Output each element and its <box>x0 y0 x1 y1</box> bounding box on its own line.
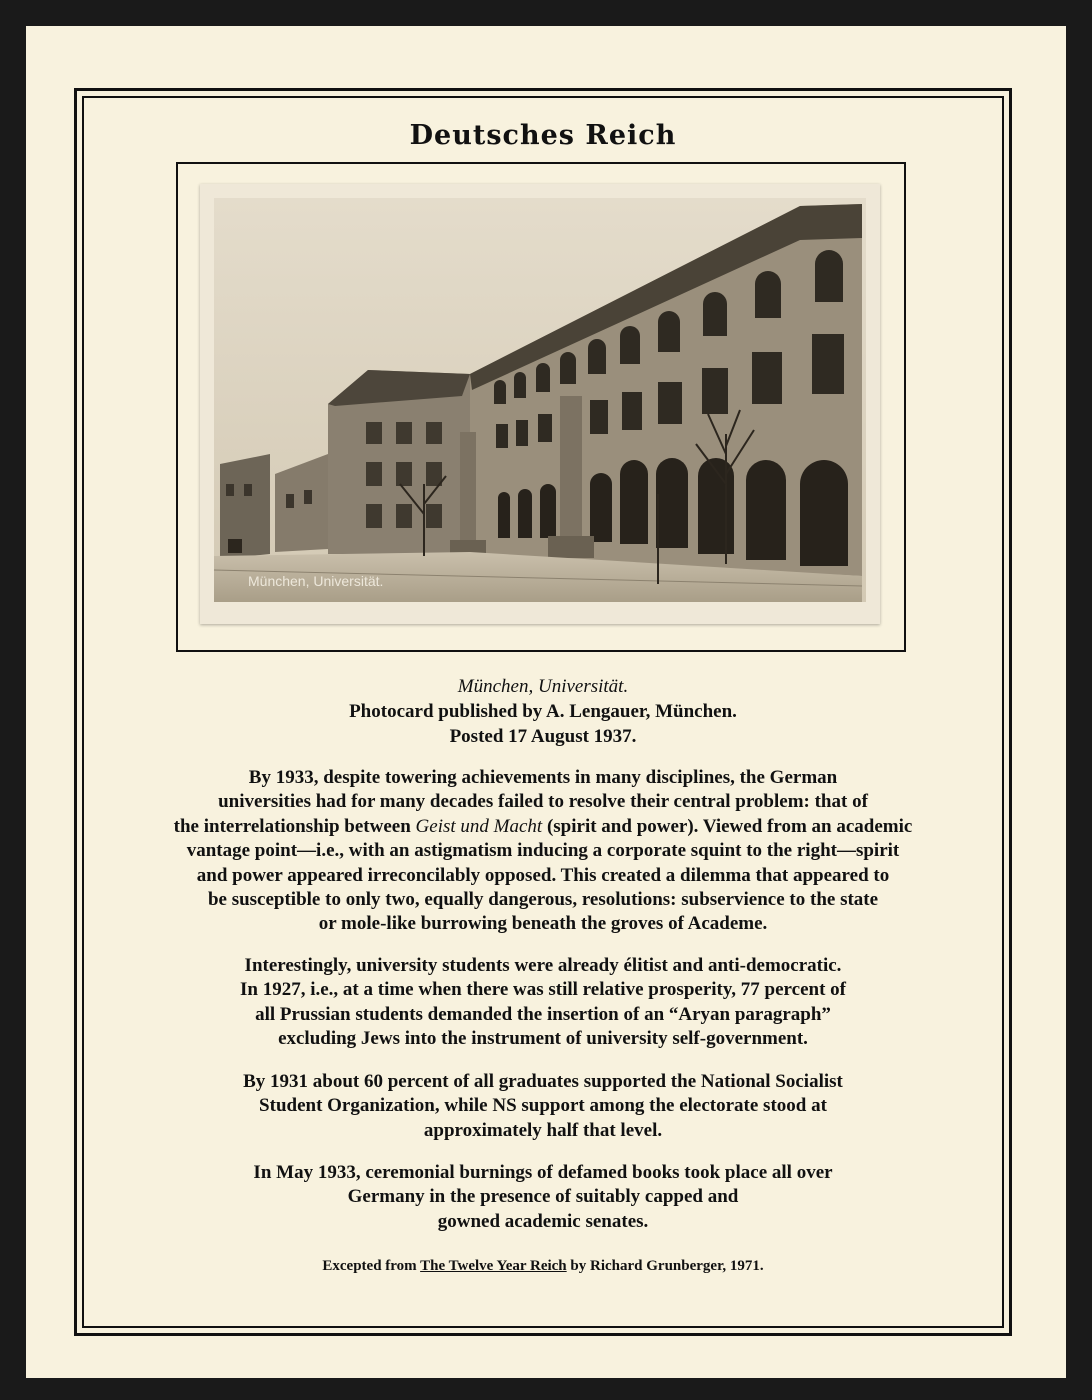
paragraph-line: By 1931 about 60 percent of all graduates supported the National Socialist <box>243 1071 843 1092</box>
caption-posted-date: Posted 17 August 1937. <box>449 726 637 747</box>
paragraph-4 <box>124 1161 962 1234</box>
paragraph-line: Interestingly, university students were already élitist and anti-democratic. <box>244 955 842 976</box>
postcard-photo <box>200 184 880 624</box>
paragraph-line: Student Organization, while NS support among the electorate stood at <box>259 1095 827 1117</box>
paragraph-line <box>124 815 962 839</box>
text-run: the interrelationship between <box>173 815 416 837</box>
book-title: The Twelve Year Reich <box>420 1258 567 1274</box>
paragraph-line: or mole-like burrowing beneath the groves of Academe. <box>318 913 768 935</box>
caption-title: München, Universität. <box>457 676 629 697</box>
page-title: Deutsches Reich <box>409 120 677 151</box>
paragraph-line: gowned academic senates. <box>437 1210 649 1232</box>
text-run: (spirit and power). Viewed from an academic <box>542 815 913 837</box>
paragraph-line: By 1933, despite towering achievements in many disciplines, the German <box>248 767 838 788</box>
paragraph-line: and power appeared irreconcilably opposed. This created a dilemma that appeared to <box>196 864 890 886</box>
italic-term: Geist und Macht <box>415 815 543 837</box>
text-run: Excepted from <box>322 1258 421 1274</box>
text-run: by Richard Grunberger, 1971. <box>566 1258 764 1274</box>
paragraph-2 <box>124 954 962 1052</box>
paragraph-line: Germany in the presence of suitably capped and <box>347 1186 739 1208</box>
paragraph-line: In 1927, i.e., at a time when there was still relative prosperity, 77 percent of <box>240 979 846 1001</box>
photo-caption <box>84 674 1002 749</box>
inner-border <box>82 96 1004 1328</box>
paragraph-line: be susceptible to only two, equally dangerous, resolutions: subservience to the state <box>207 889 879 911</box>
photo-overlay-text: München, Universität. <box>248 573 384 589</box>
album-page <box>26 26 1066 1378</box>
paragraph-line: approximately half that level. <box>423 1119 663 1141</box>
paragraph-1 <box>124 766 962 937</box>
outer-border <box>74 88 1012 1336</box>
paragraph-line: In May 1933, ceremonial burnings of defamed books took place all over <box>253 1162 833 1183</box>
paragraph-line: universities had for many decades failed to resolve their central problem: that of <box>218 791 868 813</box>
paragraph-3 <box>124 1070 962 1143</box>
caption-publisher: Photocard published by A. Lengauer, München. <box>349 701 737 722</box>
paragraph-line: vantage point—i.e., with an astigmatism inducing a corporate squint to the right—spirit <box>186 840 900 862</box>
source-citation <box>84 1258 1002 1275</box>
photo-mount-frame <box>176 162 906 652</box>
paragraph-line: all Prussian students demanded the insertion of an “Aryan paragraph” <box>255 1003 831 1025</box>
paragraph-line: excluding Jews into the instrument of university self-government. <box>278 1028 808 1050</box>
